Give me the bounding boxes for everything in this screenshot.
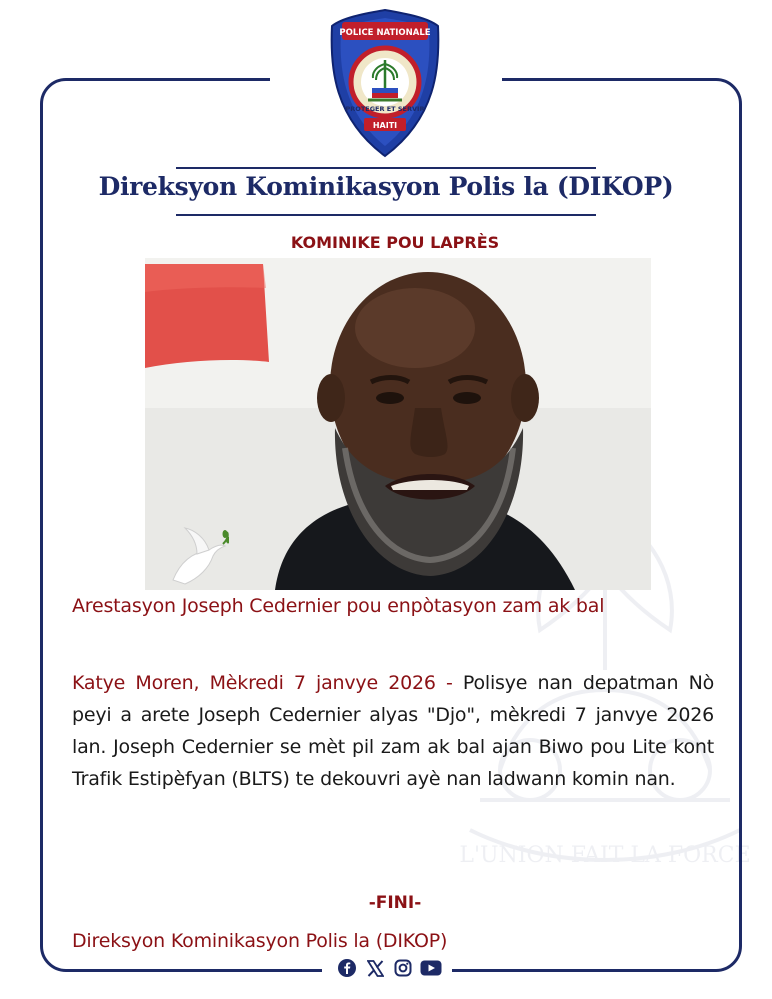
dove-icon — [165, 520, 229, 590]
social-links — [336, 957, 442, 979]
place-and-date: Katye Moren, Mèkredi 7 janvye 2026 - — [72, 672, 453, 694]
youtube-icon[interactable] — [420, 957, 442, 979]
suspect-photo — [145, 258, 651, 590]
article-body — [72, 667, 714, 795]
watermark-motto: L'UNION FAIT LA FORCE — [459, 843, 751, 868]
org-title: Direksyon Kominikasyon Polis la (DIKOP) — [98, 172, 674, 201]
police-badge-logo — [328, 8, 442, 158]
press-release-title: KOMINIKE POU LAPRÈS — [290, 233, 500, 252]
x-icon[interactable] — [364, 957, 386, 979]
title-rule-top — [176, 167, 596, 169]
end-mark: -FINI- — [368, 893, 422, 913]
instagram-icon[interactable] — [392, 957, 414, 979]
article-body-text: Polisye nan depatman Nò peyi a arete Joseph Cedernier alyas "Djo", mèkredi 7 janvye 2026 lan. Joseph Cedernier se mèt pil zam ak bal ajan Biwo pou Lite kont Trafik Estipèfyan (BLTS) te dekouvri ayè nan ladwann komin nan. — [72, 672, 715, 790]
badge-top-text: POLICE NATIONALE — [339, 28, 431, 38]
signature: Direksyon Kominikasyon Polis la (DIKOP) — [72, 930, 448, 952]
article-headline: Arestasyon Joseph Cedernier pou enpòtasyon zam ak bal — [72, 595, 605, 617]
badge-motto: PROTEGER ET SERVIR — [345, 105, 425, 113]
title-rule-bottom — [176, 214, 596, 216]
facebook-icon[interactable] — [336, 957, 358, 979]
badge-country: HAITI — [372, 121, 398, 130]
